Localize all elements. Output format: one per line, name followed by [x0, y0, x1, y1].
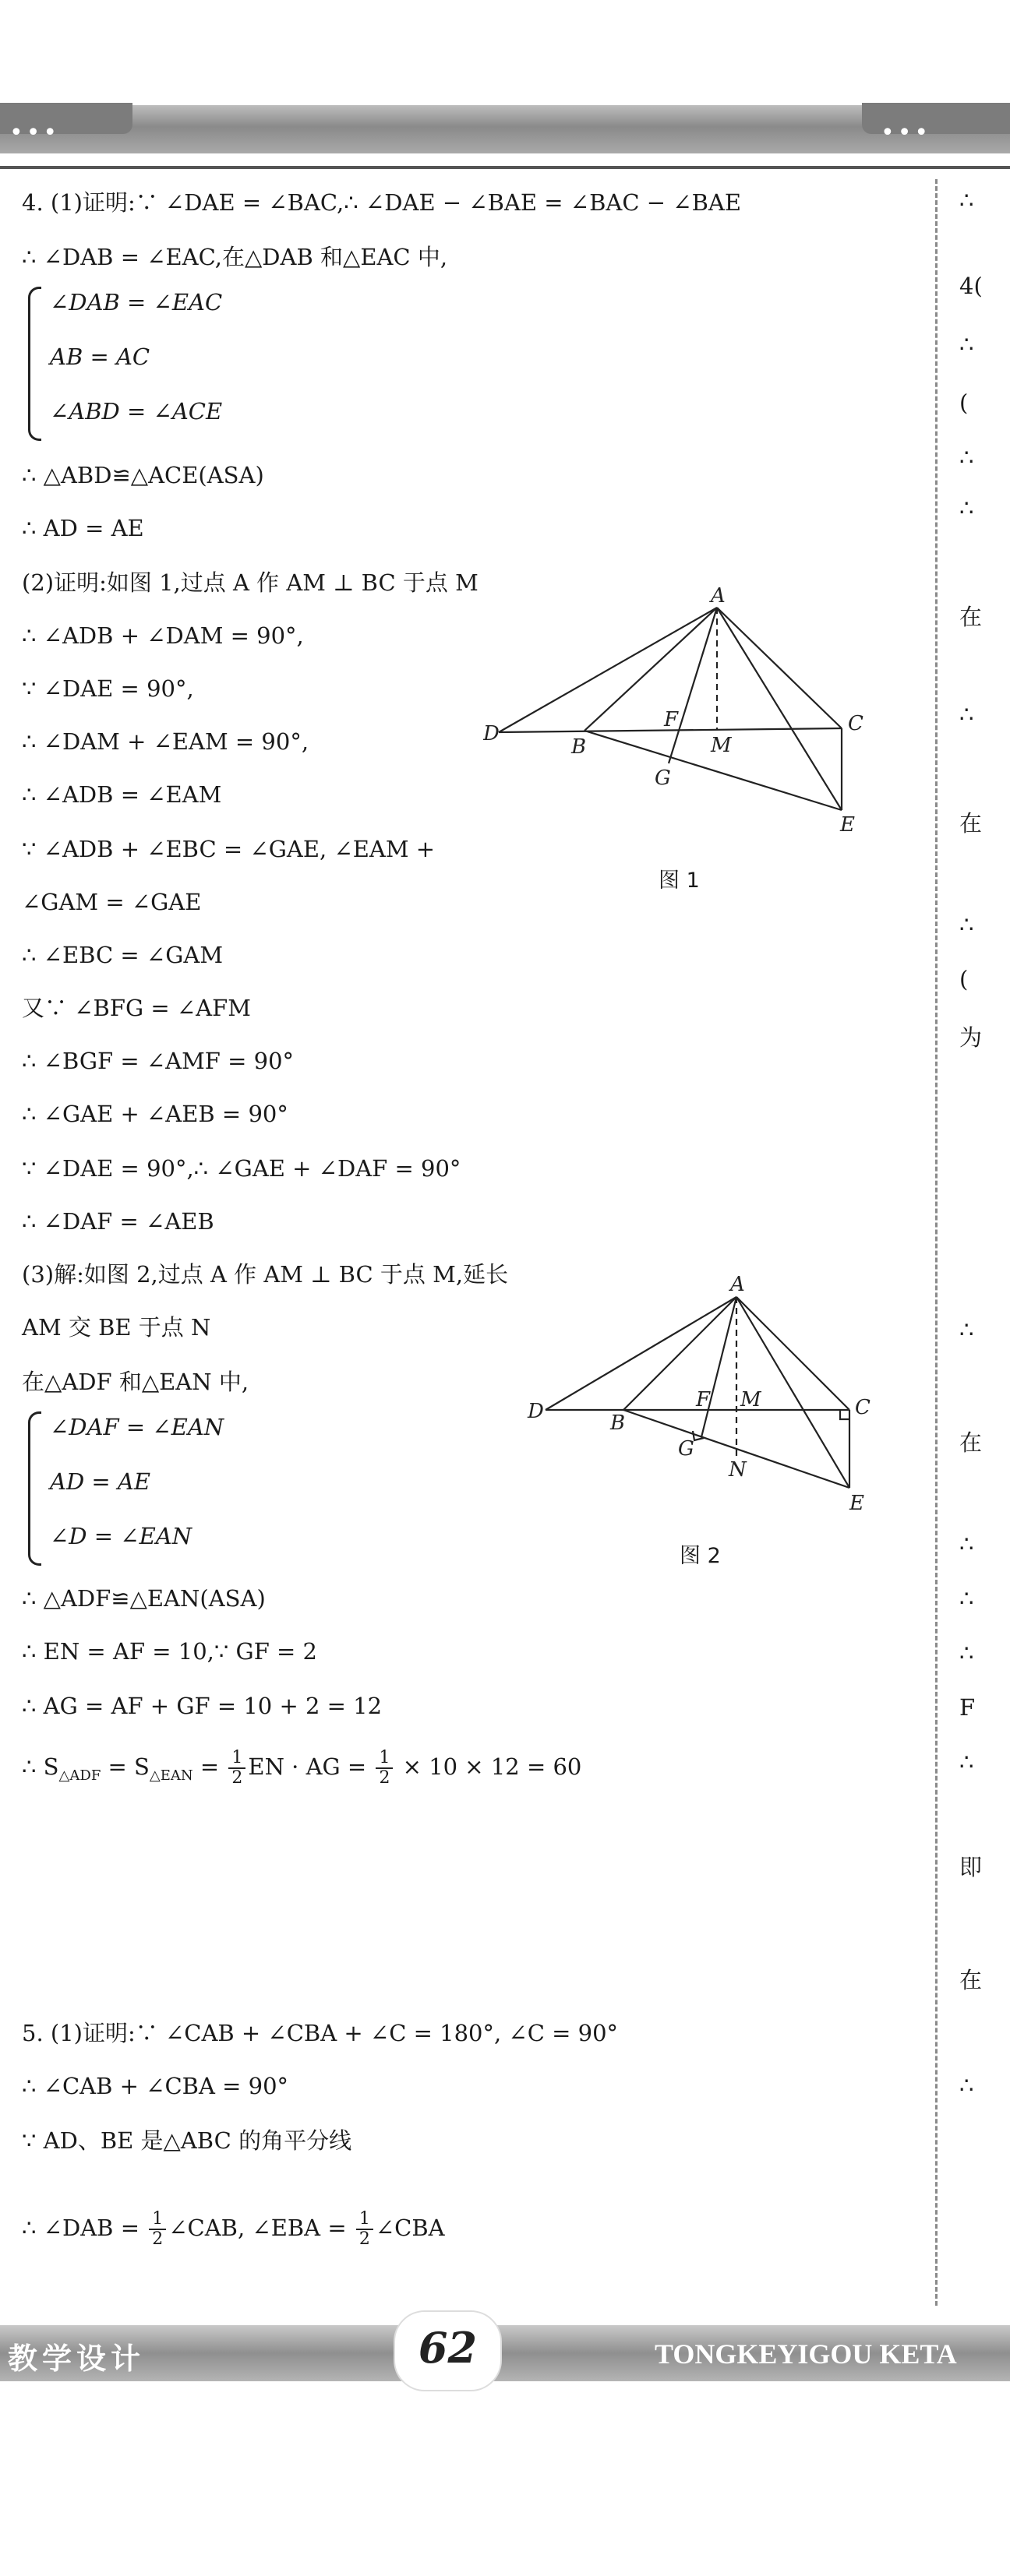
formula-text: = S: [101, 1753, 150, 1780]
solution-line: AM 交 BE 于点 N: [22, 1314, 211, 1341]
formula-text: × 10 × 12 = 60: [395, 1753, 582, 1780]
fragment-text: ∴: [959, 495, 974, 521]
solution-line: ∴ AG = AF + GF = 10 + 2 = 12: [22, 1693, 383, 1719]
solution-line: 4. (1)证明:∵ ∠DAE = ∠BAC,∴ ∠DAE − ∠BAE = ∠BAC − ∠BAE: [22, 189, 742, 216]
point-label-C: C: [855, 1396, 871, 1419]
solution-line: ∴ ∠EBC = ∠GAM: [22, 942, 224, 968]
solution-line: ∴ AD = AE: [22, 515, 144, 541]
denominator: 2: [358, 2229, 370, 2249]
solution-line: ∵ ∠ADB + ∠EBC = ∠GAE, ∠EAM +: [22, 836, 436, 862]
solution-line: ∵ ∠DAE = 90°,∴ ∠GAE + ∠DAF = 90°: [22, 1155, 461, 1182]
fragment-text: ∴: [959, 911, 974, 938]
solution-line: ∴ △ABD≌△ACE(ASA): [22, 462, 264, 488]
solution-line: ∵ AD、BE 是△ABC 的角平分线: [22, 2127, 352, 2154]
fragment-text: ∴: [959, 2072, 974, 2099]
denominator: 2: [379, 1768, 390, 1788]
fragment-text: F: [959, 1694, 976, 1721]
numerator: 1: [356, 2210, 373, 2230]
segment-AG: [701, 1297, 736, 1437]
numerator: 1: [228, 1749, 245, 1769]
point-label-N: N: [729, 1458, 747, 1482]
area-formula: [22, 1743, 581, 1799]
fragment-text: ∴: [959, 1531, 974, 1557]
solution-line: ∴ ∠CAB + ∠CBA = 90°: [22, 2073, 289, 2099]
footer-right-title: TONGKEYIGOU KETA: [655, 2338, 957, 2370]
solution-line: ∴ ∠DAF = ∠AEB: [22, 1208, 214, 1235]
point-label-A: A: [730, 1273, 745, 1296]
point-label-M: M: [740, 1388, 761, 1411]
page-number-badge: [394, 2310, 502, 2391]
footer-left-title: 教学设计: [8, 2342, 146, 2376]
system-row: ∠D = ∠EAN: [50, 1523, 192, 1549]
point-label-A: A: [711, 584, 726, 608]
solution-line: ∴ ∠GAE + ∠AEB = 90°: [22, 1101, 288, 1127]
right-column-fragment: [955, 187, 1010, 2306]
header-rule: [0, 166, 1010, 169]
formula-text: EN · AG =: [248, 1753, 374, 1780]
header-dots-left: •••: [9, 119, 61, 146]
solution-line: (2)证明:如图 1,过点 A 作 AM ⊥ BC 于点 M: [22, 569, 479, 596]
angle-formula: [22, 2204, 445, 2251]
page-margin-bottom: [0, 2391, 1010, 2576]
header-band: [0, 105, 1010, 153]
fraction: [356, 2210, 373, 2249]
fragment-text: 在: [959, 1967, 983, 1993]
fragment-text: 4(: [959, 273, 983, 299]
brace: [28, 287, 41, 441]
system-row: ∠DAF = ∠EAN: [50, 1414, 224, 1440]
solution-line: ∴ ∠DAM + ∠EAM = 90°,: [22, 728, 309, 755]
solution-line: ∴ EN = AF = 10,∵ GF = 2: [22, 1638, 318, 1665]
point-label-C: C: [848, 712, 863, 735]
system-row: ∠ABD = ∠ACE: [50, 398, 223, 425]
segment-AE: [717, 608, 842, 810]
formula-text: ∠CBA: [375, 2215, 445, 2241]
fraction: [376, 1749, 393, 1788]
solution-line: ∴ ∠ADB + ∠DAM = 90°,: [22, 622, 304, 649]
formula-text: =: [192, 1753, 227, 1780]
solution-line: ∵ ∠DAE = 90°,: [22, 675, 194, 702]
point-label-E: E: [849, 1492, 864, 1515]
solution-line: ∴ ∠DAB = ∠EAC,在△DAB 和△EAC 中,: [22, 244, 448, 270]
fragment-text: 在: [959, 810, 983, 837]
fragment-text: 为: [959, 1024, 983, 1051]
solution-line: ∠GAM = ∠GAE: [22, 889, 202, 915]
point-label-B: B: [610, 1411, 626, 1435]
figure-2-caption: 图 2: [680, 1544, 721, 1568]
fragment-text: 即: [959, 1854, 983, 1880]
fragment-text: ∴: [959, 187, 974, 213]
fraction: [228, 1749, 245, 1788]
formula-subscript: △EAN: [149, 1767, 193, 1784]
point-label-F: F: [664, 708, 679, 731]
denominator: 2: [231, 1768, 243, 1788]
page-number: 62: [418, 2323, 478, 2373]
system-row: AD = AE: [50, 1468, 151, 1495]
brace: [28, 1411, 41, 1566]
point-label-D: D: [528, 1400, 544, 1423]
fragment-text: ∴: [959, 1316, 974, 1343]
point-label-B: B: [571, 735, 587, 759]
point-label-E: E: [840, 813, 855, 837]
system-row: ∠DAB = ∠EAC: [50, 289, 223, 315]
denominator: 2: [152, 2229, 164, 2249]
solution-line: 在△ADF 和△EAN 中,: [22, 1369, 249, 1395]
fragment-text: ∴: [959, 701, 974, 728]
footer-band: [0, 2325, 1010, 2381]
column-divider: [935, 179, 938, 2306]
solution-line: ∴ ∠BGF = ∠AMF = 90°: [22, 1048, 295, 1074]
point-label-D: D: [483, 722, 500, 745]
fragment-text: 在: [959, 1429, 983, 1456]
fraction: [149, 2210, 166, 2249]
solution-line: ∴ △ADF≌△EAN(ASA): [22, 1585, 266, 1612]
formula-subscript: △ADF: [58, 1767, 101, 1784]
fragment-text: ∴: [959, 1749, 974, 1775]
formula-text: ∴ S: [22, 1753, 59, 1780]
system-row: AB = AC: [50, 344, 150, 370]
fragment-text: ∴: [959, 331, 974, 358]
fragment-text: ∴: [959, 1640, 974, 1666]
fragment-text: ∴: [959, 444, 974, 470]
point-label-G: G: [678, 1437, 694, 1461]
right-angle-mark-C: [840, 1410, 849, 1419]
formula-text: ∠CAB, ∠EBA =: [168, 2215, 354, 2241]
point-label-F: F: [696, 1388, 711, 1411]
figure-1: [483, 580, 888, 861]
point-label-M: M: [711, 734, 732, 757]
figure-2: [518, 1266, 885, 1515]
solution-line: ∴ ∠ADB = ∠EAM: [22, 781, 222, 808]
solution-line: (3)解:如图 2,过点 A 作 AM ⊥ BC 于点 M,延长: [22, 1261, 509, 1288]
formula-text: ∴ ∠DAB =: [22, 2215, 147, 2241]
fragment-text: (: [959, 966, 969, 992]
figure-1-caption: 图 1: [659, 869, 700, 893]
solution-line: 又∵ ∠BFG = ∠AFM: [22, 995, 251, 1021]
numerator: 1: [376, 1749, 393, 1769]
numerator: 1: [149, 2210, 166, 2230]
header-dots-right: •••: [881, 119, 932, 146]
solution-line: 5. (1)证明:∵ ∠CAB + ∠CBA + ∠C = 180°, ∠C = 90°: [22, 2020, 619, 2046]
fragment-text: 在: [959, 604, 983, 630]
fragment-text: ∴: [959, 1585, 974, 1612]
point-label-G: G: [655, 766, 671, 790]
fragment-text: (: [959, 389, 969, 416]
